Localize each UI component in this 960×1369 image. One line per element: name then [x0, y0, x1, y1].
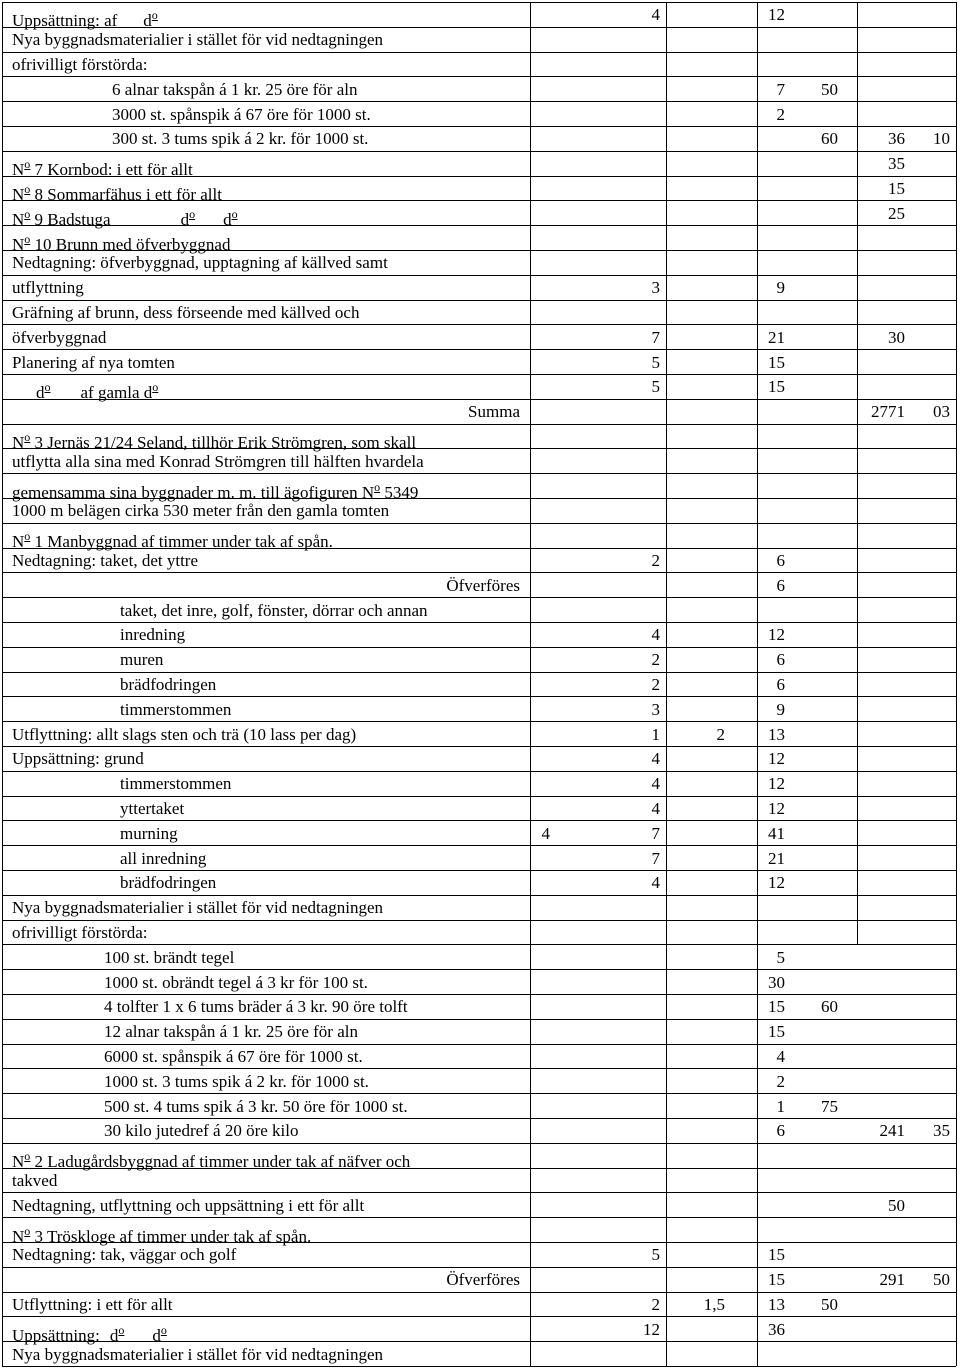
description-text: utflytta alla sina med Konrad Strömgren till hälften hvardela — [12, 452, 424, 471]
description-text: Planering af nya tomten — [12, 353, 175, 372]
column-rule — [2, 2, 3, 1366]
row-rule — [2, 424, 956, 425]
description-text: utflyttning — [12, 278, 84, 297]
row-rule — [2, 76, 956, 77]
row-description — [112, 129, 368, 149]
row-rule — [2, 1192, 956, 1193]
amount-c2: 6 — [776, 551, 785, 570]
amount-c4: 60 — [821, 997, 838, 1016]
description-text: timmerstommen — [120, 774, 232, 793]
row-description — [12, 204, 238, 229]
description-text: N — [12, 160, 25, 179]
row-description — [12, 898, 383, 918]
amount-c2: 15 — [768, 353, 785, 372]
amount-c6: 35 — [933, 1121, 950, 1140]
amount-c1: 5 — [651, 353, 660, 372]
amount-c2: 9 — [776, 278, 785, 297]
amount-c6: 03 — [933, 402, 950, 421]
amount-c5: 15 — [888, 179, 905, 198]
row-rule — [2, 895, 956, 896]
row-rule — [2, 349, 956, 350]
amount-c4: 50 — [821, 80, 838, 99]
row-description — [12, 427, 417, 452]
description-text: af gamla d — [80, 383, 153, 402]
description-text: 10 Brunn med öfverbyggnad — [30, 235, 231, 254]
description-text: brädfodringen — [120, 873, 217, 892]
row-description — [12, 1146, 411, 1171]
amount-c1: 7 — [651, 849, 660, 868]
row-description — [104, 1072, 369, 1092]
amount-c2: 12 — [768, 749, 785, 768]
ordinal-marker: o — [160, 1323, 167, 1337]
row-description — [104, 1097, 408, 1117]
row-description — [12, 179, 222, 204]
description-text: Gräfning af brunn, dess förseende med källved och — [12, 303, 360, 322]
description-text: 300 st. 3 tums spik á 2 kr. för 1000 st. — [112, 129, 369, 148]
amount-c5: 291 — [879, 1270, 905, 1289]
amount-c2: 21 — [768, 849, 785, 868]
description-text: 1 Manbyggnad af timmer under tak af spån. — [30, 532, 333, 551]
row-rule — [2, 771, 956, 772]
description-text: 6000 st. spånspik á 67 öre för 1000 st. — [104, 1047, 363, 1066]
row-description — [12, 1295, 173, 1315]
row-description — [120, 849, 206, 869]
row-rule — [2, 944, 956, 945]
description-text: Nya byggnadsmaterialier i stället för vid nedtagningen — [12, 30, 384, 49]
row-rule — [2, 1044, 956, 1045]
amount-c5: 2771 — [871, 402, 905, 421]
description-text: 1000 m belägen cirka 530 meter från den gamla tomten — [12, 501, 390, 520]
row-rule — [2, 324, 956, 325]
amount-c1: 2 — [651, 1295, 660, 1314]
ordinal-marker: o — [152, 380, 159, 394]
description-text: 12 alnar takspån á 1 kr. 25 öre för aln — [104, 1022, 358, 1041]
amount-c5: 25 — [888, 204, 905, 223]
row-description — [12, 253, 388, 273]
description-text: Uppsättning: — [12, 1326, 100, 1345]
description-text: 500 st. 4 tums spik á 3 kr. 50 öre för 1000 st. — [104, 1097, 408, 1116]
row-description — [12, 1245, 236, 1265]
amount-c0: 4 — [541, 824, 550, 843]
ordinal-marker: o — [24, 157, 31, 171]
amount-c1: 5 — [651, 1245, 660, 1264]
row-description — [12, 1171, 57, 1191]
description-text: d — [109, 1326, 119, 1345]
row-description — [12, 1196, 364, 1216]
description-text: 1000 st. 3 tums spik á 2 kr. för 1000 st. — [104, 1072, 369, 1091]
description-text: Nedtagning: tak, väggar och golf — [12, 1245, 237, 1264]
amount-c2: 41 — [768, 824, 785, 843]
amount-c1: 12 — [643, 1320, 660, 1339]
amount-c3: 30 — [768, 973, 785, 992]
row-description — [104, 1121, 299, 1141]
row-rule — [2, 721, 956, 722]
amount-c5: 50 — [888, 1196, 905, 1215]
amount-c1: 3 — [651, 700, 660, 719]
description-text: 5349 — [380, 483, 419, 502]
description-text: yttertaket — [120, 799, 185, 818]
amount-c1: 4 — [651, 799, 660, 818]
amount-c3: 30 — [888, 328, 905, 347]
column-rule — [757, 2, 758, 1366]
ordinal-marker: o — [231, 207, 238, 221]
row-rule — [2, 672, 956, 673]
amount-c1: 4 — [651, 625, 660, 644]
ordinal-marker: o — [24, 207, 31, 221]
description-text: N — [12, 433, 25, 452]
description-text: Nya byggnadsmaterialier i stället för vid nedtagningen — [12, 898, 384, 917]
row-description — [12, 452, 424, 472]
amount-c1: 3 — [651, 278, 660, 297]
row-description — [12, 749, 144, 769]
row-rule — [2, 1019, 956, 1020]
amount-c1: 4 — [651, 749, 660, 768]
description-text: N — [12, 235, 25, 254]
row-description — [104, 997, 408, 1017]
amount-c1: 2 — [651, 650, 660, 669]
row-rule — [2, 275, 956, 276]
amount-c2: 13 — [768, 725, 785, 744]
row-description — [12, 501, 389, 521]
amount-c1: 7 — [651, 824, 660, 843]
amount-c6: 50 — [933, 1270, 950, 1289]
amount-c3: 60 — [821, 129, 838, 148]
description-text: N — [12, 210, 25, 229]
amount-c2: 6 — [776, 650, 785, 669]
description-text: 8 Sommarfähus i ett för allt — [30, 185, 222, 204]
amount-c2: 12 — [768, 799, 785, 818]
row-rule — [2, 126, 956, 127]
amount-c2: 12 — [768, 873, 785, 892]
row-rule — [2, 622, 956, 623]
description-text: Nedtagning: öfverbyggnad, upptagning af källved samt — [12, 253, 388, 272]
row-rule — [2, 572, 956, 573]
row-description — [12, 154, 193, 179]
row-rule — [2, 746, 956, 747]
description-text: 100 st. brändt tegel — [104, 948, 235, 967]
amount-c3: 6 — [776, 1121, 785, 1140]
row-rule — [2, 52, 956, 53]
total-label: Öfverföres — [446, 1270, 520, 1289]
description-text: Utflyttning: i ett för allt — [12, 1295, 173, 1314]
ordinal-marker: o — [24, 182, 31, 196]
row-description — [120, 601, 428, 621]
amount-c2: 15 — [768, 377, 785, 396]
ordinal-marker: o — [24, 529, 31, 543]
row-description — [12, 477, 419, 502]
description-text: N — [12, 185, 25, 204]
description-text: 1000 st. obrändt tegel á 3 kr för 100 st. — [104, 973, 368, 992]
amount-c2: 12 — [768, 5, 785, 24]
amount-c3: 15 — [768, 997, 785, 1016]
amount-c3: 2 — [776, 105, 785, 124]
row-description — [12, 1345, 383, 1365]
row-rule — [2, 696, 956, 697]
row-description — [12, 923, 148, 943]
amount-c4: 50 — [821, 1295, 838, 1314]
row-description — [12, 303, 359, 323]
row-description — [12, 526, 333, 551]
amount-c1: 5 — [651, 377, 660, 396]
description-text: Nedtagning, utflyttning och uppsättning i ett för allt — [12, 1196, 365, 1215]
amount-c3: 7 — [776, 80, 785, 99]
amount-c1: 7 — [651, 328, 660, 347]
ordinal-marker: o — [24, 232, 31, 246]
description-text: Uppsättning: af — [12, 11, 118, 30]
description-text: takved — [12, 1171, 58, 1190]
amount-c3: 15 — [768, 1022, 785, 1041]
amount-c2: 6 — [776, 675, 785, 694]
ordinal-marker: o — [189, 207, 196, 221]
description-text: öfverbyggnad — [12, 328, 107, 347]
row-description — [104, 1047, 363, 1067]
amount-c3: 15 — [768, 1270, 785, 1289]
ordinal-marker: o — [24, 430, 31, 444]
row-rule — [2, 796, 956, 797]
description-text: Nedtagning: taket, det yttre — [12, 551, 198, 570]
row-rule — [2, 870, 956, 871]
row-description — [104, 948, 234, 968]
amount-c3: 1 — [776, 1097, 785, 1116]
row-rule — [2, 1267, 956, 1268]
ordinal-marker: o — [24, 1149, 31, 1163]
description-text: d — [152, 1326, 161, 1345]
ordinal-marker: o — [118, 1323, 125, 1337]
description-text: Uppsättning: grund — [12, 749, 144, 768]
amount-c1: 2 — [651, 551, 660, 570]
row-rule — [2, 647, 956, 648]
amount-c2: 21 — [768, 328, 785, 347]
description-text: 30 kilo jutedref á 20 öre kilo — [104, 1121, 299, 1140]
row-description — [12, 55, 148, 75]
row-description — [12, 328, 106, 348]
description-text: taket, det inre, golf, fönster, dörrar och annan — [120, 601, 428, 620]
description-text: murning — [120, 824, 178, 843]
ordinal-marker: o — [24, 1224, 31, 1238]
amount-cm: 2 — [716, 725, 725, 744]
row-description — [12, 353, 175, 373]
row-rule — [2, 920, 956, 921]
description-text: d — [36, 383, 45, 402]
amount-c1: 4 — [651, 5, 660, 24]
column-rule — [530, 2, 531, 1366]
row-description — [12, 725, 356, 745]
row-description — [120, 650, 163, 670]
row-rule — [2, 1316, 956, 1317]
amount-c2: 6 — [776, 576, 785, 595]
description-text: gemensamma sina byggnader m. m. till ägofiguren N — [12, 483, 375, 502]
column-rule — [956, 2, 957, 1366]
description-text: N — [12, 1227, 25, 1246]
description-text: all inredning — [120, 849, 207, 868]
row-rule — [2, 101, 956, 102]
description-text: 6 alnar takspån á 1 kr. 25 öre för aln — [112, 80, 358, 99]
amount-c1: 2 — [651, 675, 660, 694]
total-label: Summa — [468, 402, 520, 421]
row-description — [104, 1022, 358, 1042]
row-description — [12, 551, 198, 571]
row-description — [112, 105, 371, 125]
row-description — [12, 1320, 167, 1345]
row-description — [120, 824, 178, 844]
row-description — [120, 774, 231, 794]
row-description — [112, 80, 357, 100]
description-text: brädfodringen — [120, 675, 217, 694]
row-description — [12, 5, 158, 30]
row-description — [104, 973, 368, 993]
row-rule — [2, 845, 956, 846]
row-description — [120, 675, 216, 695]
row-rule — [2, 523, 956, 524]
description-text: ofrivilligt förstörda: — [12, 55, 148, 74]
description-text: 2 Ladugårdsbyggnad af timmer under tak af näfver och — [30, 1152, 411, 1171]
amount-c1: 4 — [651, 774, 660, 793]
row-rule — [2, 473, 956, 474]
amount-cm: 1,5 — [703, 1295, 725, 1314]
row-rule — [2, 994, 956, 995]
amount-c2: 15 — [768, 1245, 785, 1264]
row-description — [12, 229, 231, 254]
row-rule — [2, 1366, 956, 1367]
amount-c3: 5 — [776, 948, 785, 967]
description-text: d — [143, 11, 152, 30]
ordinal-marker: o — [374, 480, 381, 494]
row-rule — [2, 1118, 956, 1119]
description-text: d — [180, 210, 190, 229]
row-rule — [2, 1341, 956, 1342]
description-text: 3 Jernäs 21/24 Seland, tillhör Erik Strömgren, som skall — [30, 433, 417, 452]
row-description — [12, 30, 383, 50]
row-rule — [2, 597, 956, 598]
description-text: 4 tolfter 1 x 6 tums bräder á 3 kr. 90 öre tolft — [104, 997, 408, 1016]
description-text: 9 Badstuga — [30, 210, 111, 229]
total-label: Öfverföres — [446, 576, 520, 595]
amount-c3: 4 — [776, 1047, 785, 1066]
column-rule — [666, 2, 667, 1366]
amount-c5: 36 — [888, 129, 905, 148]
description-text: 7 Kornbod: i ett för allt — [30, 160, 193, 179]
description-text: inredning — [120, 625, 186, 644]
amount-c1: 1 — [651, 725, 660, 744]
amount-c2: 12 — [768, 774, 785, 793]
description-text: timmerstommen — [120, 700, 232, 719]
row-rule — [2, 1292, 956, 1293]
description-text: d — [223, 210, 232, 229]
row-description — [36, 377, 159, 402]
ordinal-marker: o — [151, 8, 158, 22]
amount-c4: 75 — [821, 1097, 838, 1116]
amount-c6: 10 — [933, 129, 950, 148]
row-rule — [2, 225, 956, 226]
row-rule — [2, 1068, 956, 1069]
description-text: ofrivilligt förstörda: — [12, 923, 148, 942]
row-rule — [2, 300, 956, 301]
row-description — [120, 700, 231, 720]
row-rule — [2, 374, 956, 375]
amount-c3: 2 — [776, 1072, 785, 1091]
amount-c3: 36 — [768, 1320, 785, 1339]
row-rule — [2, 969, 956, 970]
description-text: 3 Trösklоge af timmer under tak af spån. — [30, 1227, 312, 1246]
amount-c5: 241 — [879, 1121, 905, 1140]
row-rule — [2, 820, 956, 821]
description-text: 3000 st. spånspik á 67 öre för 1000 st. — [112, 105, 371, 124]
description-text: Nya byggnadsmaterialier i stället för vid nedtagningen — [12, 1345, 384, 1364]
row-rule — [2, 1143, 956, 1144]
row-description — [12, 1221, 312, 1246]
row-description — [120, 873, 216, 893]
row-rule — [2, 1217, 956, 1218]
description-text: N — [12, 532, 25, 551]
amount-c2: 9 — [776, 700, 785, 719]
row-rule — [2, 1093, 956, 1094]
amount-c2: 12 — [768, 625, 785, 644]
row-rule — [2, 151, 956, 152]
row-description — [120, 625, 185, 645]
row-description — [12, 278, 84, 298]
row-rule — [2, 2, 956, 3]
ordinal-marker: o — [44, 380, 51, 394]
description-text: muren — [120, 650, 164, 669]
description-text: Utflyttning: allt slags sten och trä (10 lass per dag) — [12, 725, 357, 744]
amount-c3: 13 — [768, 1295, 785, 1314]
row-description — [120, 799, 184, 819]
amount-c5: 35 — [888, 154, 905, 173]
description-text: N — [12, 1152, 25, 1171]
amount-c1: 4 — [651, 873, 660, 892]
